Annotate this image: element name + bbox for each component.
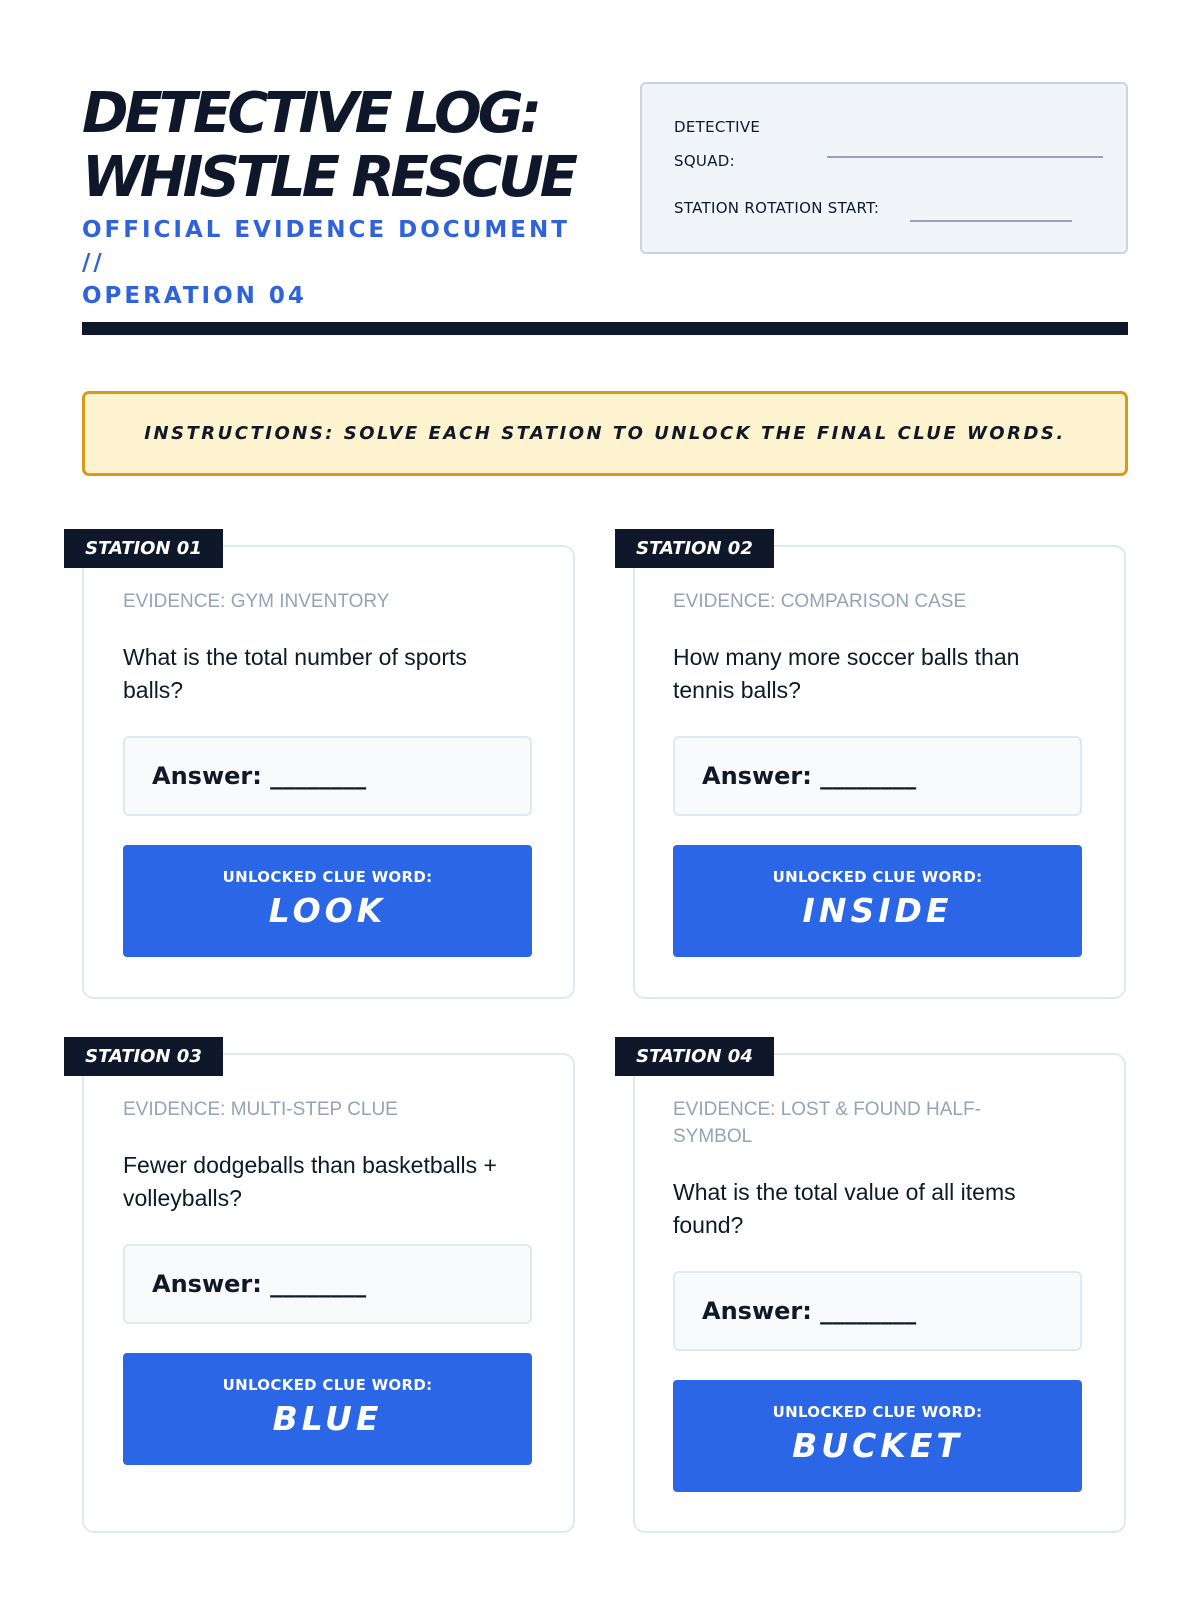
answer-field-01[interactable]: Answer: ________: [123, 736, 532, 816]
squad-label-line-1: DETECTIVE: [674, 118, 761, 136]
evidence-label-04: EVIDENCE: LOST & FOUND HALF-SYMBOL: [673, 1099, 981, 1147]
question-text-03: Fewer dodgeballs than basketballs + volleyballs?: [123, 1152, 497, 1211]
rotation-start-field[interactable]: [910, 220, 1072, 222]
instructions-banner: INSTRUCTIONS: SOLVE EACH STATION TO UNLOCK THE FINAL CLUE WORDS.: [82, 391, 1128, 476]
squad-label-line-2: SQUAD:: [674, 152, 735, 170]
clue-word-04: BUCKET: [792, 1426, 963, 1465]
subtitle-line-2: OPERATION 04: [82, 283, 307, 309]
clue-label-03: UNLOCKED CLUE WORD:: [222, 1376, 433, 1394]
page-subtitle: [82, 214, 582, 313]
answer-field-04[interactable]: Answer: ________: [673, 1271, 1082, 1351]
evidence-label-03: EVIDENCE: MULTI-STEP CLUE: [123, 1099, 398, 1120]
squad-name-field[interactable]: [827, 156, 1103, 158]
evidence-label-01: EVIDENCE: GYM INVENTORY: [123, 591, 390, 612]
clue-word-02: INSIDE: [802, 891, 953, 930]
title-line-2: WHISTLE RESCUE: [82, 145, 574, 210]
detective-info-box: [640, 82, 1128, 254]
rotation-start-label: STATION ROTATION START:: [674, 199, 880, 217]
station-tag-03: STATION 03: [64, 1037, 223, 1076]
station-tag-01: STATION 01: [64, 529, 223, 568]
clue-box-04: [673, 1380, 1082, 1492]
station-tag-02: STATION 02: [615, 529, 774, 568]
clue-word-01: LOOK: [268, 891, 387, 930]
clue-box-03: [123, 1353, 532, 1465]
header-divider: [82, 322, 1128, 335]
evidence-label-02: EVIDENCE: COMPARISON CASE: [673, 591, 967, 612]
clue-box-01: [123, 845, 532, 957]
clue-label-01: UNLOCKED CLUE WORD:: [222, 868, 433, 886]
station-tag-04: STATION 04: [615, 1037, 774, 1076]
answer-field-02[interactable]: Answer: ________: [673, 736, 1082, 816]
title-line-1: DETECTIVE LOG:: [82, 81, 539, 146]
question-text-04: What is the total value of all items found?: [673, 1179, 1016, 1238]
clue-label-04: UNLOCKED CLUE WORD:: [772, 1403, 983, 1421]
clue-box-02: [673, 845, 1082, 957]
question-text-01: What is the total number of sports balls?: [123, 644, 467, 703]
subtitle-line-1: OFFICIAL EVIDENCE DOCUMENT //: [82, 217, 570, 276]
answer-field-03[interactable]: Answer: ________: [123, 1244, 532, 1324]
question-text-02: How many more soccer balls than tennis balls?: [673, 644, 1020, 703]
clue-word-03: BLUE: [272, 1399, 383, 1438]
clue-label-02: UNLOCKED CLUE WORD:: [772, 868, 983, 886]
page-title: [82, 82, 642, 210]
